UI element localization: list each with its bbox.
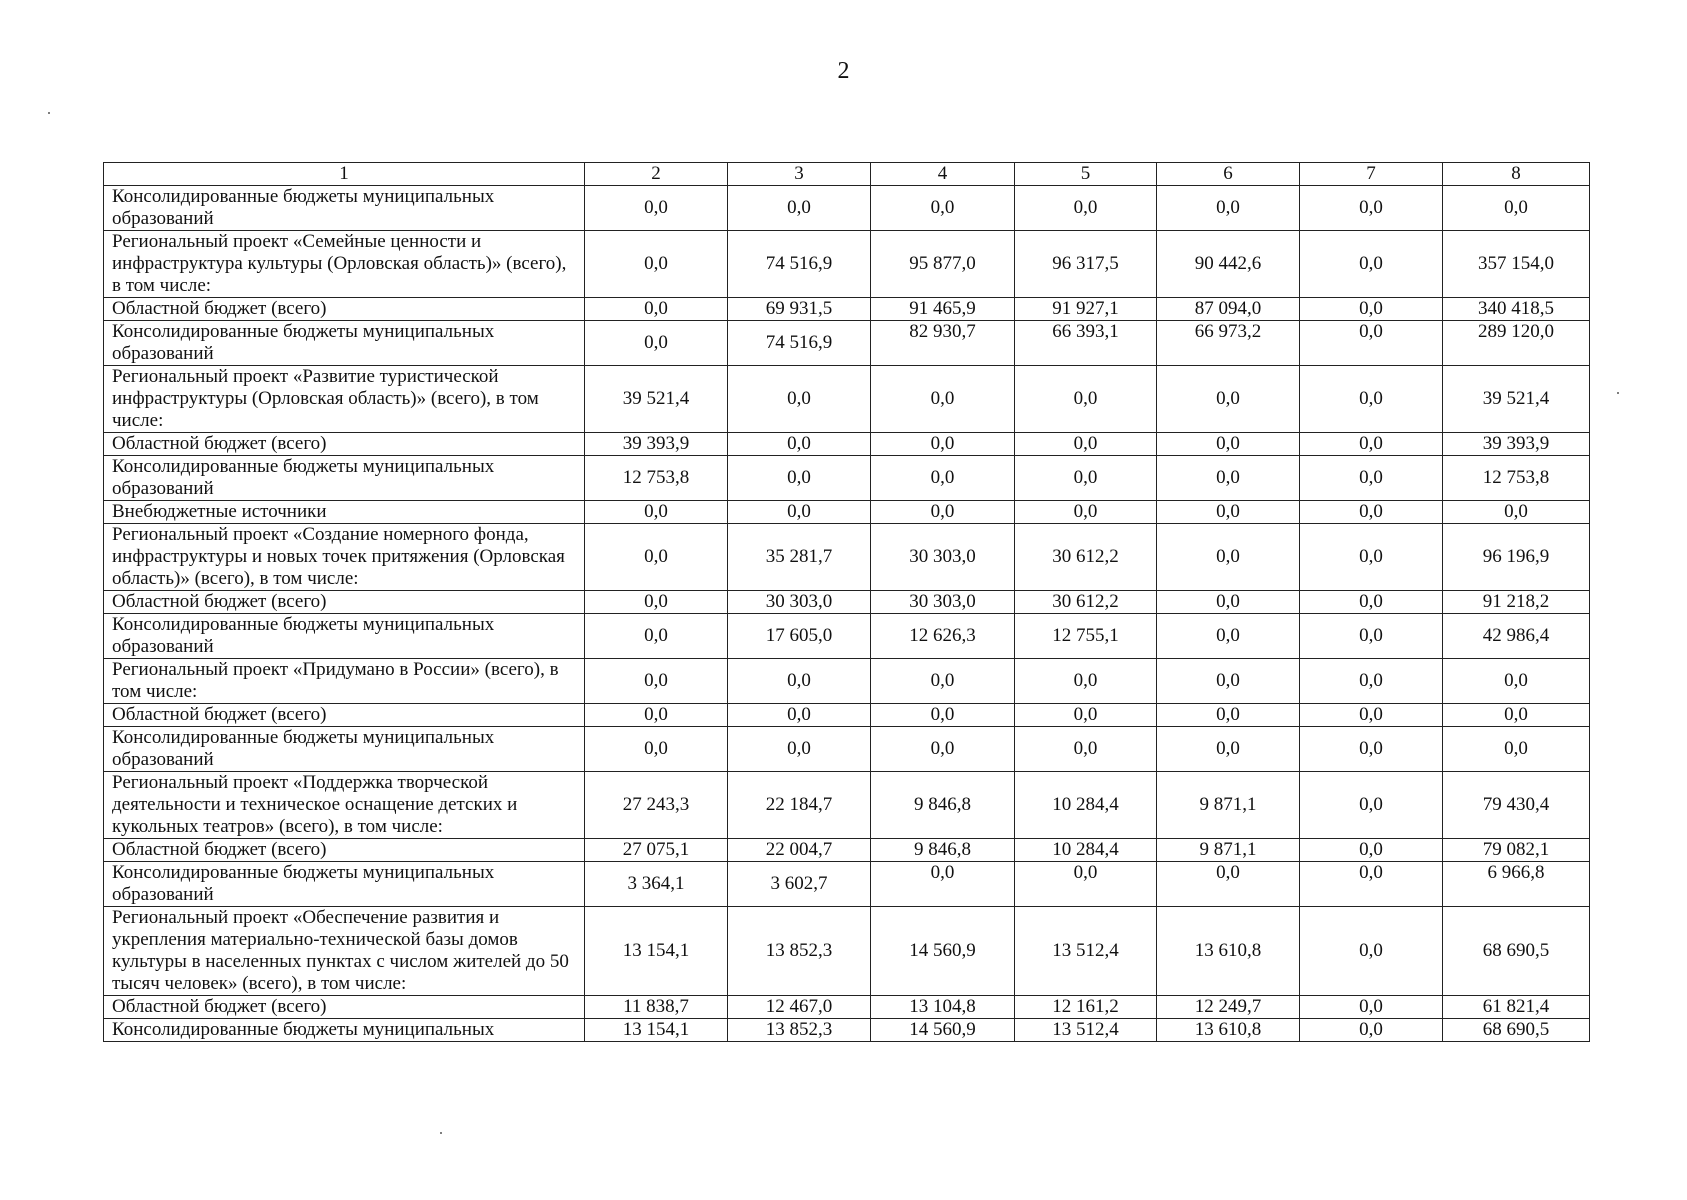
value-cell: 13 154,1 <box>585 907 728 996</box>
value-cell: 0,0 <box>585 704 728 727</box>
value-cell: 0,0 <box>1300 456 1443 501</box>
value-cell: 61 821,4 <box>1443 996 1590 1019</box>
value-cell: 87 094,0 <box>1157 298 1300 321</box>
value-cell: 0,0 <box>1157 659 1300 704</box>
row-label: Внебюджетные источники <box>104 501 585 524</box>
table-row <box>104 659 1590 704</box>
column-header: 8 <box>1443 163 1590 186</box>
table-row <box>104 1019 1590 1042</box>
value-cell: 0,0 <box>871 456 1015 501</box>
value-cell: 0,0 <box>1157 366 1300 433</box>
value-cell: 13 104,8 <box>871 996 1015 1019</box>
value-cell: 0,0 <box>1300 1019 1443 1042</box>
value-cell: 0,0 <box>1300 704 1443 727</box>
value-cell: 0,0 <box>1015 456 1157 501</box>
value-cell: 0,0 <box>585 659 728 704</box>
value-cell: 12 755,1 <box>1015 614 1157 659</box>
budget-table <box>103 162 1590 1042</box>
value-cell: 17 605,0 <box>728 614 871 659</box>
value-cell: 0,0 <box>585 321 728 366</box>
table-row <box>104 727 1590 772</box>
row-label: Региональный проект «Обеспечение развития и укрепления материально-технической базы домов культуры в населенных пунктах с числом жителей до 50 тысяч человек» (всего), в том числе: <box>104 907 585 996</box>
value-cell: 0,0 <box>1300 591 1443 614</box>
value-cell: 0,0 <box>728 501 871 524</box>
value-cell: 0,0 <box>1300 862 1443 907</box>
value-cell: 0,0 <box>1300 433 1443 456</box>
value-cell: 0,0 <box>1300 321 1443 366</box>
value-cell: 0,0 <box>728 727 871 772</box>
value-cell: 13 154,1 <box>585 1019 728 1042</box>
value-cell: 91 218,2 <box>1443 591 1590 614</box>
row-label: Областной бюджет (всего) <box>104 433 585 456</box>
value-cell: 3 364,1 <box>585 862 728 907</box>
value-cell: 0,0 <box>871 862 1015 907</box>
value-cell: 12 161,2 <box>1015 996 1157 1019</box>
value-cell: 96 196,9 <box>1443 524 1590 591</box>
value-cell: 12 467,0 <box>728 996 871 1019</box>
table-row <box>104 907 1590 996</box>
value-cell: 9 846,8 <box>871 839 1015 862</box>
value-cell: 289 120,0 <box>1443 321 1590 366</box>
value-cell: 0,0 <box>1443 704 1590 727</box>
value-cell: 0,0 <box>1157 501 1300 524</box>
value-cell: 340 418,5 <box>1443 298 1590 321</box>
value-cell: 0,0 <box>585 501 728 524</box>
value-cell: 74 516,9 <box>728 321 871 366</box>
table-row <box>104 186 1590 231</box>
value-cell: 10 284,4 <box>1015 839 1157 862</box>
table-row <box>104 524 1590 591</box>
table-row <box>104 839 1590 862</box>
row-label: Областной бюджет (всего) <box>104 839 585 862</box>
value-cell: 0,0 <box>1015 433 1157 456</box>
value-cell: 0,0 <box>1300 659 1443 704</box>
row-label: Областной бюджет (всего) <box>104 704 585 727</box>
value-cell: 79 082,1 <box>1443 839 1590 862</box>
row-label: Региональный проект «Создание номерного фонда, инфраструктуры и новых точек притяжения (Орловская область)» (всего), в том числе: <box>104 524 585 591</box>
value-cell: 30 612,2 <box>1015 524 1157 591</box>
value-cell: 0,0 <box>1015 501 1157 524</box>
value-cell: 13 610,8 <box>1157 1019 1300 1042</box>
value-cell: 13 512,4 <box>1015 1019 1157 1042</box>
value-cell: 0,0 <box>1157 862 1300 907</box>
value-cell: 0,0 <box>585 727 728 772</box>
value-cell: 0,0 <box>728 704 871 727</box>
value-cell: 30 303,0 <box>871 524 1015 591</box>
value-cell: 12 626,3 <box>871 614 1015 659</box>
column-header: 5 <box>1015 163 1157 186</box>
value-cell: 0,0 <box>1300 907 1443 996</box>
value-cell: 0,0 <box>1157 704 1300 727</box>
value-cell: 0,0 <box>1157 433 1300 456</box>
value-cell: 14 560,9 <box>871 907 1015 996</box>
value-cell: 0,0 <box>1300 996 1443 1019</box>
row-label: Региональный проект «Семейные ценности и инфраструктура культуры (Орловская область)» (всего), в том числе: <box>104 231 585 298</box>
value-cell: 0,0 <box>585 524 728 591</box>
value-cell: 0,0 <box>871 366 1015 433</box>
row-label: Консолидированные бюджеты муниципальных образований <box>104 321 585 366</box>
value-cell: 0,0 <box>1443 501 1590 524</box>
value-cell: 0,0 <box>871 704 1015 727</box>
value-cell: 91 927,1 <box>1015 298 1157 321</box>
value-cell: 0,0 <box>1300 366 1443 433</box>
value-cell: 66 973,2 <box>1157 321 1300 366</box>
value-cell: 0,0 <box>1443 659 1590 704</box>
value-cell: 0,0 <box>585 614 728 659</box>
value-cell: 0,0 <box>728 366 871 433</box>
page-number: 2 <box>837 58 850 84</box>
table-row <box>104 501 1590 524</box>
value-cell: 0,0 <box>1157 186 1300 231</box>
value-cell: 0,0 <box>1300 524 1443 591</box>
value-cell: 96 317,5 <box>1015 231 1157 298</box>
column-header: 4 <box>871 163 1015 186</box>
value-cell: 11 838,7 <box>585 996 728 1019</box>
value-cell: 0,0 <box>871 659 1015 704</box>
value-cell: 10 284,4 <box>1015 772 1157 839</box>
value-cell: 22 004,7 <box>728 839 871 862</box>
row-label: Региональный проект «Придумано в России» (всего), в том числе: <box>104 659 585 704</box>
value-cell: 91 465,9 <box>871 298 1015 321</box>
value-cell: 0,0 <box>585 591 728 614</box>
value-cell: 0,0 <box>728 456 871 501</box>
value-cell: 0,0 <box>871 186 1015 231</box>
value-cell: 0,0 <box>585 298 728 321</box>
value-cell: 39 521,4 <box>1443 366 1590 433</box>
value-cell: 39 393,9 <box>585 433 728 456</box>
value-cell: 0,0 <box>728 433 871 456</box>
value-cell: 27 075,1 <box>585 839 728 862</box>
value-cell: 66 393,1 <box>1015 321 1157 366</box>
value-cell: 0,0 <box>1015 704 1157 727</box>
value-cell: 0,0 <box>1300 772 1443 839</box>
value-cell: 12 753,8 <box>585 456 728 501</box>
value-cell: 0,0 <box>871 433 1015 456</box>
value-cell: 0,0 <box>1157 727 1300 772</box>
column-header: 6 <box>1157 163 1300 186</box>
table-row <box>104 614 1590 659</box>
value-cell: 12 249,7 <box>1157 996 1300 1019</box>
row-label: Консолидированные бюджеты муниципальных образований <box>104 727 585 772</box>
table-row <box>104 321 1590 366</box>
value-cell: 0,0 <box>1015 862 1157 907</box>
table-row <box>104 996 1590 1019</box>
value-cell: 0,0 <box>1015 186 1157 231</box>
value-cell: 6 966,8 <box>1443 862 1590 907</box>
value-cell: 30 612,2 <box>1015 591 1157 614</box>
value-cell: 0,0 <box>1300 614 1443 659</box>
table-row <box>104 862 1590 907</box>
column-header: 1 <box>104 163 585 186</box>
value-cell: 30 303,0 <box>871 591 1015 614</box>
value-cell: 0,0 <box>1443 727 1590 772</box>
table-body <box>104 186 1590 1042</box>
value-cell: 22 184,7 <box>728 772 871 839</box>
table-row <box>104 704 1590 727</box>
row-label: Областной бюджет (всего) <box>104 591 585 614</box>
value-cell: 35 281,7 <box>728 524 871 591</box>
scan-speck <box>48 112 50 114</box>
value-cell: 13 852,3 <box>728 907 871 996</box>
value-cell: 0,0 <box>1157 456 1300 501</box>
scan-speck <box>1617 392 1619 394</box>
value-cell: 13 512,4 <box>1015 907 1157 996</box>
value-cell: 0,0 <box>1015 659 1157 704</box>
value-cell: 357 154,0 <box>1443 231 1590 298</box>
value-cell: 0,0 <box>585 231 728 298</box>
value-cell: 42 986,4 <box>1443 614 1590 659</box>
value-cell: 0,0 <box>1300 186 1443 231</box>
value-cell: 69 931,5 <box>728 298 871 321</box>
value-cell: 0,0 <box>1157 614 1300 659</box>
table-row <box>104 433 1590 456</box>
row-label: Областной бюджет (всего) <box>104 996 585 1019</box>
value-cell: 3 602,7 <box>728 862 871 907</box>
value-cell: 9 871,1 <box>1157 772 1300 839</box>
header-row <box>104 163 1590 186</box>
value-cell: 68 690,5 <box>1443 907 1590 996</box>
table-row <box>104 231 1590 298</box>
value-cell: 9 846,8 <box>871 772 1015 839</box>
row-label: Консолидированные бюджеты муниципальных <box>104 1019 585 1042</box>
row-label: Областной бюджет (всего) <box>104 298 585 321</box>
table-row <box>104 366 1590 433</box>
value-cell: 13 610,8 <box>1157 907 1300 996</box>
column-header: 7 <box>1300 163 1443 186</box>
row-label: Консолидированные бюджеты муниципальных образований <box>104 456 585 501</box>
value-cell: 0,0 <box>728 186 871 231</box>
row-label: Консолидированные бюджеты муниципальных образований <box>104 614 585 659</box>
value-cell: 90 442,6 <box>1157 231 1300 298</box>
value-cell: 0,0 <box>1300 839 1443 862</box>
scan-speck <box>440 1132 442 1134</box>
value-cell: 74 516,9 <box>728 231 871 298</box>
value-cell: 0,0 <box>871 501 1015 524</box>
value-cell: 0,0 <box>1300 231 1443 298</box>
row-label: Консолидированные бюджеты муниципальных образований <box>104 186 585 231</box>
value-cell: 39 521,4 <box>585 366 728 433</box>
column-header: 3 <box>728 163 871 186</box>
value-cell: 82 930,7 <box>871 321 1015 366</box>
row-label: Консолидированные бюджеты муниципальных образований <box>104 862 585 907</box>
value-cell: 0,0 <box>585 186 728 231</box>
value-cell: 0,0 <box>1300 501 1443 524</box>
value-cell: 68 690,5 <box>1443 1019 1590 1042</box>
table-row <box>104 591 1590 614</box>
value-cell: 0,0 <box>1443 186 1590 231</box>
value-cell: 12 753,8 <box>1443 456 1590 501</box>
value-cell: 79 430,4 <box>1443 772 1590 839</box>
table-row <box>104 772 1590 839</box>
value-cell: 95 877,0 <box>871 231 1015 298</box>
value-cell: 30 303,0 <box>728 591 871 614</box>
value-cell: 0,0 <box>871 727 1015 772</box>
value-cell: 0,0 <box>1015 366 1157 433</box>
row-label: Региональный проект «Развитие туристической инфраструктуры (Орловская область)» (всего), в том числе: <box>104 366 585 433</box>
column-header: 2 <box>585 163 728 186</box>
value-cell: 0,0 <box>728 659 871 704</box>
value-cell: 0,0 <box>1015 727 1157 772</box>
table-row <box>104 456 1590 501</box>
value-cell: 0,0 <box>1300 298 1443 321</box>
value-cell: 9 871,1 <box>1157 839 1300 862</box>
table-row <box>104 298 1590 321</box>
row-label: Региональный проект «Поддержка творческой деятельности и техническое оснащение детских и кукольных театров» (всего), в том числе: <box>104 772 585 839</box>
value-cell: 0,0 <box>1300 727 1443 772</box>
value-cell: 0,0 <box>1157 591 1300 614</box>
value-cell: 14 560,9 <box>871 1019 1015 1042</box>
value-cell: 13 852,3 <box>728 1019 871 1042</box>
value-cell: 39 393,9 <box>1443 433 1590 456</box>
value-cell: 0,0 <box>1157 524 1300 591</box>
value-cell: 27 243,3 <box>585 772 728 839</box>
